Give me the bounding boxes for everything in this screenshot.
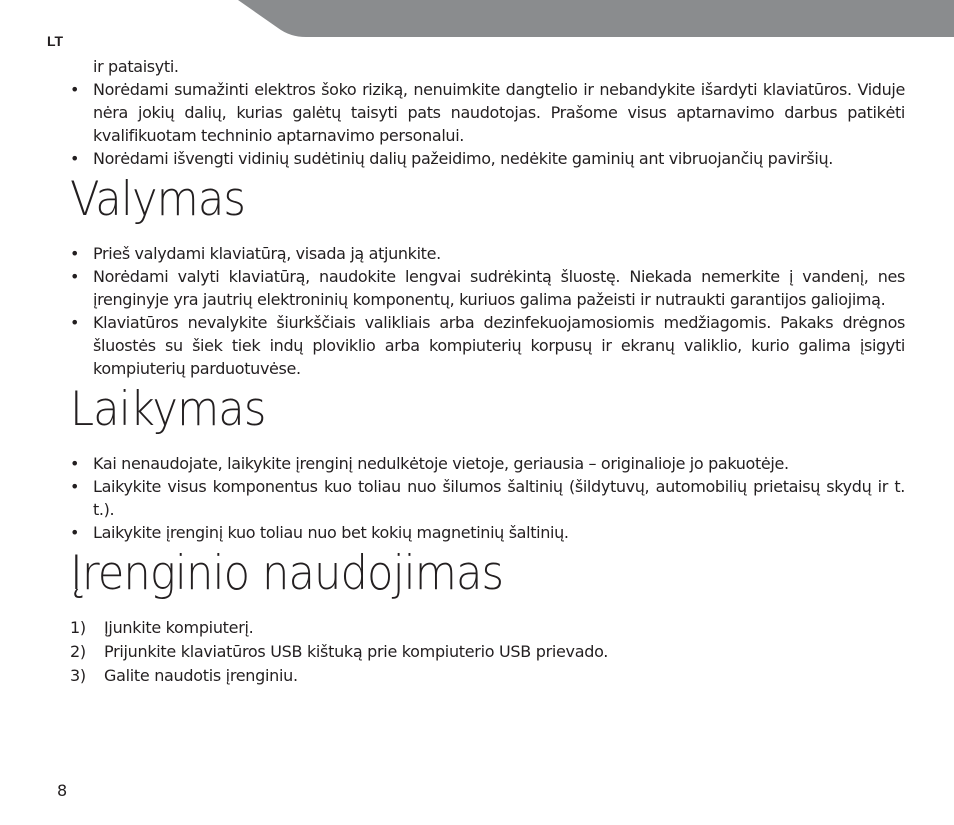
laikymas-list xyxy=(70,452,905,544)
step-item xyxy=(70,616,905,640)
step-number: 1) xyxy=(70,618,86,637)
list-item: • Klaviatūros nevalykite šiurkščiais valikliais arba dezinfekuojamosiomis medžiagomis. Pakaks drėgnos šluostės su šiek tiek indų ploviklio arba kompiuterių korpusų ir ekranų valiklio, kurio galima įsigyti kompiuterių parduotuvėse. xyxy=(70,311,905,380)
list-item: • Prieš valydami klaviatūrą, visada ją atjunkite. xyxy=(70,242,905,265)
step-number: 2) xyxy=(70,642,86,661)
list-item: • Laikykite įrenginį kuo toliau nuo bet kokių magnetinių šaltinių. xyxy=(70,521,905,544)
step-text: Įjunkite kompiuterį. xyxy=(104,618,254,637)
step-text: Galite naudotis įrenginiu. xyxy=(104,666,298,685)
step-text: Prijunkite klaviatūros USB kištuką prie kompiuterio USB prievado. xyxy=(104,642,609,661)
naudojimas-steps xyxy=(70,616,905,688)
list-item: • Norėdami valyti klaviatūrą, naudokite lengvai sudrėkintą šluostę. Niekada nemerkite į vandenį, nes įrenginyje yra jautrių elektroninių komponentų, kuriuos galima pažeisti ir nutraukti garantijos galiojimą. xyxy=(70,265,905,311)
valymas-list xyxy=(70,242,905,380)
section-title-valymas: Valymas xyxy=(70,172,246,227)
page-number: 8 xyxy=(57,781,68,800)
step-number: 3) xyxy=(70,666,86,685)
language-code: LT xyxy=(47,33,64,49)
step-item xyxy=(70,664,905,688)
list-item: • Norėdami sumažinti elektros šoko riziką, nenuimkite dangtelio ir nebandykite išardyti klaviatūros. Viduje nėra jokių dalių, kurias galėtų taisyti pats naudotojas. Prašome visus aptarnavimo darbus patikėti kvalifikuotam techninio aptarnavimo personalui. xyxy=(70,78,905,147)
section-title-laikymas: Laikymas xyxy=(70,382,266,437)
header-band xyxy=(0,0,954,40)
list-item-continuation: ir pataisyti. xyxy=(93,57,179,76)
list-item: • Norėdami išvengti vidinių sudėtinių dalių pažeidimo, nedėkite gaminių ant vibruojančių paviršių. xyxy=(70,147,905,170)
list-item: • Laikykite visus komponentus kuo toliau nuo šilumos šaltinių (šildytuvų, automobilių prietaisų skydų ir t. t.). xyxy=(70,475,905,521)
step-item xyxy=(70,640,905,664)
intro-list xyxy=(70,55,905,170)
page-content xyxy=(70,55,905,688)
list-item: • Kai nenaudojate, laikykite įrenginį nedulkėtoje vietoje, geriausia – originalioje jo pakuotėje. xyxy=(70,452,905,475)
header-band-shape xyxy=(238,0,954,37)
section-title-naudojimas: Įrenginio naudojimas xyxy=(70,546,504,601)
